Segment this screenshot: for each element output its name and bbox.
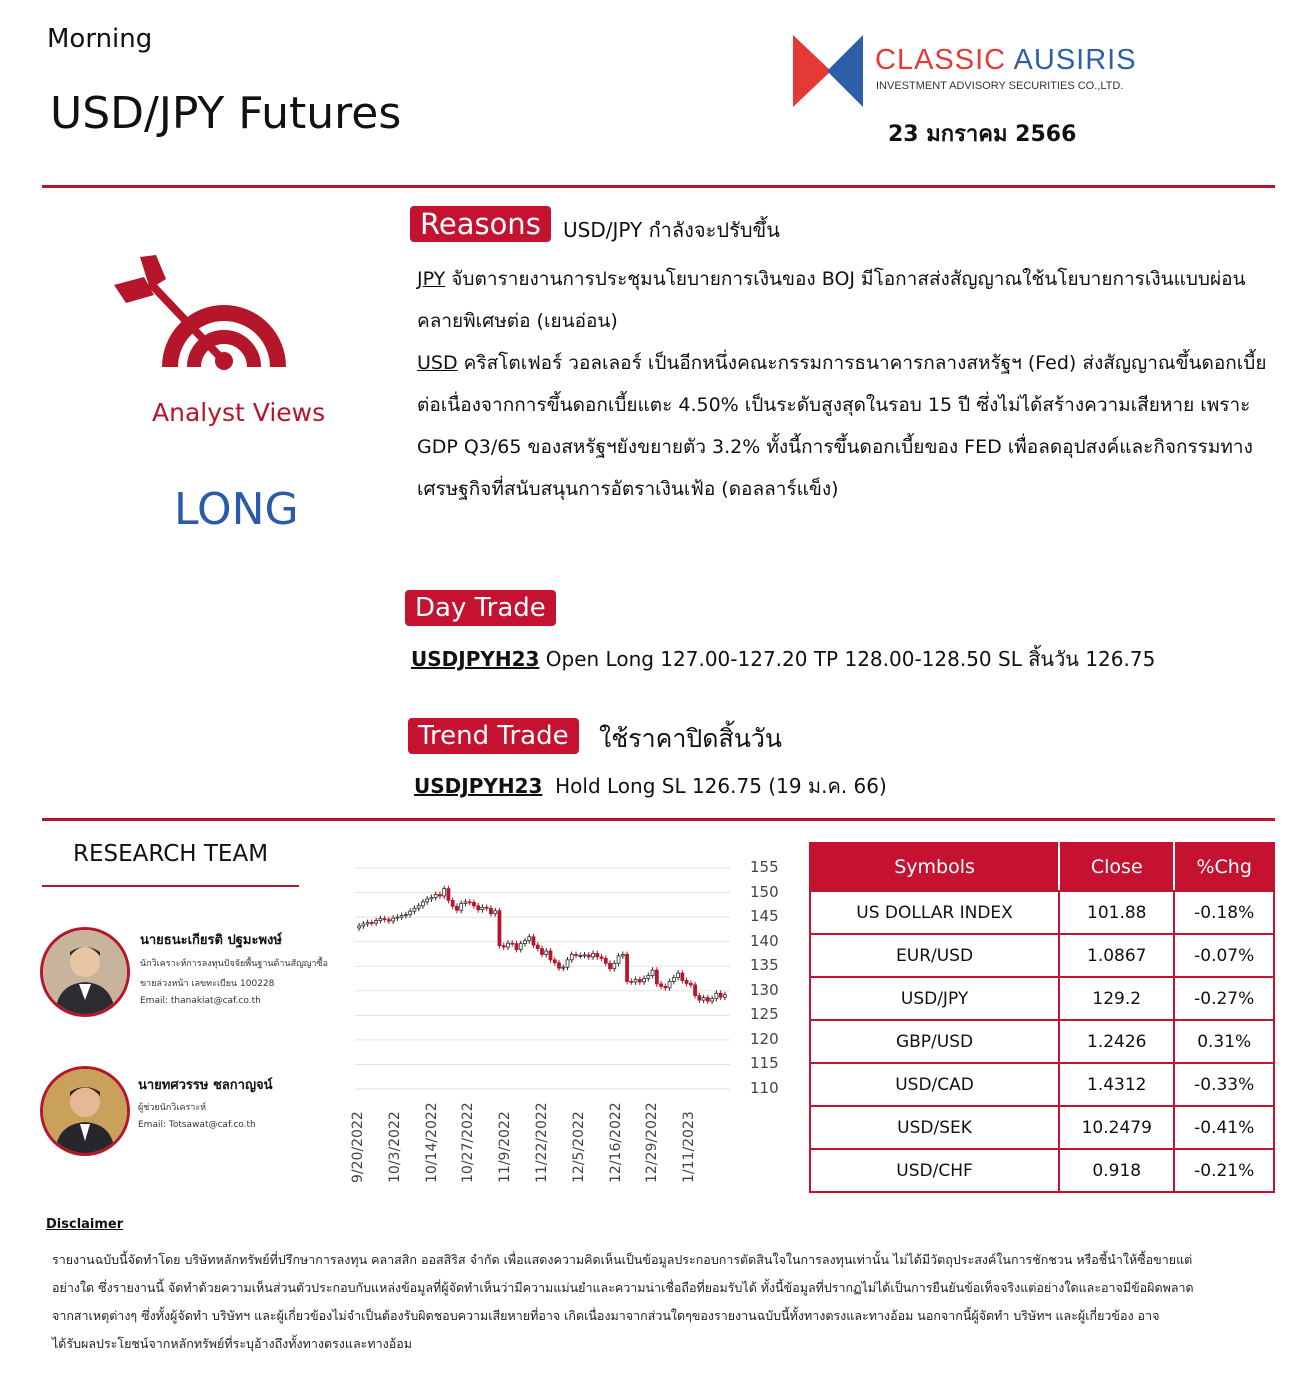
x-tick-label: 9/20/2022 bbox=[350, 1111, 366, 1183]
company-logo bbox=[793, 35, 865, 107]
candle-body bbox=[502, 946, 505, 947]
member2-email: Email: Totsawat@caf.co.th bbox=[138, 1120, 256, 1130]
logo-name bbox=[875, 44, 1137, 77]
member1-role2: ขายล่วงหน้า เลขทะเบียน 100228 bbox=[140, 979, 275, 989]
candle-body bbox=[694, 985, 697, 996]
x-tick-label: 10/27/2022 bbox=[460, 1102, 477, 1183]
candle-body bbox=[698, 996, 701, 1000]
candle-body bbox=[655, 970, 658, 984]
candle-body bbox=[447, 889, 450, 901]
disclaimer-body bbox=[52, 1246, 1272, 1358]
y-tick-label: 125 bbox=[750, 1005, 779, 1024]
trend-trade-tag: Trend Trade bbox=[408, 718, 579, 754]
x-tick-label: 12/29/2022 bbox=[644, 1102, 661, 1183]
candle-body bbox=[660, 984, 663, 986]
candle-body bbox=[562, 967, 565, 968]
candle-body bbox=[498, 911, 501, 946]
candle-body bbox=[685, 980, 688, 983]
symbol-cell: USD/CAD bbox=[810, 1063, 1059, 1106]
trend-trade-text: Hold Long SL 126.75 (19 ม.ค. 66) bbox=[542, 774, 887, 798]
candle-body bbox=[524, 941, 527, 944]
candle-body bbox=[553, 960, 556, 963]
symbol-cell: USD/CHF bbox=[810, 1149, 1059, 1192]
usd-text: คริสโตเฟอร์ วอลเลอร์ เป็นอีกหนึ่งคณะกรรมการธนาคารกลางสหรัฐฯ (Fed) ส่งสัญญาณขึ้นดอกเบี้ยต่อเนื่องจากการขึ้นดอกเบี้ยแตะ 4.50% เป็นระดับสูงสุดในรอบ 15 ปี ซึ่งไม่ได้สร้างความเสียหาย เพราะ GDP Q3/65 ของสหรัฐฯยังขยายตัว 3.2% ทั้งนี้การขึ้นดอกเบี้ยของ FED เพื่อลดอุปสงค์และกิจกรรมทางเศรษฐกิจที่สนับสนุนการอัตราเงินเฟ้อ (ดอลลาร์แข็ง) bbox=[417, 352, 1267, 500]
section-divider bbox=[42, 818, 1275, 821]
symbol-cell: US DOLLAR INDEX bbox=[810, 891, 1059, 934]
candle-body bbox=[613, 963, 616, 968]
header-pct-change: %Chg bbox=[1174, 843, 1274, 891]
change-cell: -0.33% bbox=[1174, 1063, 1274, 1106]
candle-body bbox=[455, 906, 458, 910]
candle-body bbox=[575, 954, 578, 955]
candle-body bbox=[609, 963, 612, 968]
y-tick-label: 145 bbox=[750, 907, 779, 926]
candle-body bbox=[592, 953, 595, 956]
table-row bbox=[810, 1063, 1274, 1106]
jpy-text: จับตารายงานการประชุมนโยบายการเงินของ BOJ มีโอกาสส่งสัญญาณใช้นโยบายการเงินแบบผ่อนคลายพิเศษต่อ (เยนอ่อน) bbox=[417, 268, 1246, 332]
disclaimer-line: ได้รับผลประโยชน์จากหลักทรัพย์ที่ระบุอ้างถึงทั้งทางตรงและทางอ้อม bbox=[52, 1336, 412, 1351]
day-trade-line bbox=[411, 643, 1155, 675]
candle-body bbox=[596, 953, 599, 956]
avatar-thanakiat bbox=[40, 927, 130, 1017]
x-tick-label: 1/11/2023 bbox=[681, 1111, 698, 1183]
candle-body bbox=[532, 937, 535, 945]
member1-name: นายธนะเกียรติ ปฐมะพงษ์ bbox=[140, 933, 282, 948]
candle-body bbox=[421, 902, 424, 906]
close-cell: 10.2479 bbox=[1059, 1106, 1174, 1149]
change-cell: 0.31% bbox=[1174, 1020, 1274, 1063]
morning-label: Morning bbox=[47, 24, 153, 54]
reason-usd bbox=[417, 342, 1282, 510]
close-cell: 1.0867 bbox=[1059, 934, 1174, 977]
candle-body bbox=[626, 954, 629, 981]
analyst-views-label: Analyst Views bbox=[152, 398, 326, 427]
header-symbols: Symbols bbox=[810, 843, 1059, 891]
candle-body bbox=[519, 944, 522, 950]
disclaimer-line: จากสาเหตุต่างๆ ซึ่งทั้งผู้จัดทำ บริษัทฯ และผู้เกี่ยวข้องไม่จำเป็นต้องรับผิดชอบความเสียหายที่อาจ เกิดเนื่องมาจากส่วนใดๆของรายงานฉบับนี้ทั้งทางตรงและทางอ้อม นอกจากนี้ผู้จัดทำ บริษัทฯ และผู้เกี่ยวข้อง อาจ bbox=[52, 1308, 1160, 1323]
member1-email: Email: thanakiat@caf.co.th bbox=[140, 996, 261, 1006]
research-team-title: RESEARCH TEAM bbox=[73, 841, 269, 867]
candle-body bbox=[549, 951, 552, 960]
candle-body bbox=[711, 999, 714, 1001]
change-cell: -0.21% bbox=[1174, 1149, 1274, 1192]
symbol-cell: USD/JPY bbox=[810, 977, 1059, 1020]
y-tick-label: 135 bbox=[750, 956, 779, 975]
y-tick-label: 155 bbox=[750, 858, 779, 876]
symbol-cell: EUR/USD bbox=[810, 934, 1059, 977]
symbol-cell: USD/SEK bbox=[810, 1106, 1059, 1149]
candle-body bbox=[723, 995, 726, 997]
quotes-header-row bbox=[810, 843, 1274, 891]
x-tick-label: 10/3/2022 bbox=[386, 1111, 403, 1183]
candle-body bbox=[464, 902, 467, 903]
candle-body bbox=[566, 960, 569, 967]
candle-body bbox=[587, 955, 590, 957]
y-tick-label: 130 bbox=[750, 980, 779, 999]
candle-body bbox=[409, 911, 412, 914]
usd-label: USD bbox=[417, 352, 458, 374]
person-icon bbox=[43, 930, 127, 1014]
candle-body bbox=[515, 944, 518, 950]
logo-red-shape bbox=[793, 35, 831, 107]
y-tick-label: 140 bbox=[750, 931, 779, 950]
member2-name: นายทศวรรษ ชลกาญจน์ bbox=[138, 1078, 273, 1093]
candle-body bbox=[702, 998, 705, 1000]
candle-body bbox=[413, 908, 416, 911]
candle-body bbox=[600, 957, 603, 958]
table-row bbox=[810, 1106, 1274, 1149]
candle-body bbox=[643, 979, 646, 982]
y-tick-label: 120 bbox=[750, 1029, 779, 1048]
candle-body bbox=[638, 979, 641, 981]
trend-trade-note: ใช้ราคาปิดสิ้นวัน bbox=[599, 724, 782, 753]
reasons-headline: USD/JPY กำลังจะปรับขึ้น bbox=[563, 218, 780, 242]
candle-body bbox=[485, 907, 488, 908]
symbol-cell: GBP/USD bbox=[810, 1020, 1059, 1063]
candle-body bbox=[604, 958, 607, 963]
candle-body bbox=[511, 943, 514, 944]
candle-body bbox=[426, 899, 429, 902]
candle-body bbox=[719, 993, 722, 997]
table-row bbox=[810, 934, 1274, 977]
table-row bbox=[810, 1020, 1274, 1063]
candle-body bbox=[472, 902, 475, 905]
y-tick-label: 110 bbox=[750, 1079, 779, 1097]
disclaimer-line: อย่างใด ซึ่งรายงานนี้ จัดทำด้วยความเห็นส่วนตัวประกอบกับแหล่งข้อมูลที่ผู้จัดทำเห็นว่ามีความแม่นยำและความน่าเชื่อถือที่ยอมรับได้ ทั้งนี้ข้อมูลที่ปรากฏไม่ได้เป็นการยืนยันข้อเท็จจริงแต่อย่างใดและอาจมีข้อผิดพลาด bbox=[52, 1280, 1194, 1295]
candle-body bbox=[621, 954, 624, 955]
candle-body bbox=[396, 917, 399, 918]
candle-body bbox=[541, 949, 544, 955]
x-tick-label: 12/16/2022 bbox=[607, 1102, 624, 1183]
candle-body bbox=[651, 970, 654, 975]
candle-body bbox=[366, 923, 369, 924]
jpy-label: JPY bbox=[417, 268, 446, 290]
candle-body bbox=[451, 900, 454, 906]
candle-body bbox=[362, 924, 365, 926]
candle-body bbox=[630, 981, 633, 982]
candle-body bbox=[689, 983, 692, 984]
avatar-totsawat bbox=[40, 1066, 130, 1156]
report-date: 23 มกราคม 2566 bbox=[888, 122, 1077, 147]
candle-body bbox=[583, 955, 586, 956]
candle-body bbox=[506, 943, 509, 947]
logo-subtitle: INVESTMENT ADVISORY SECURITIES CO.,LTD. bbox=[876, 80, 1124, 92]
candle-body bbox=[489, 908, 492, 913]
candle-body bbox=[443, 889, 446, 896]
x-tick-label: 10/14/2022 bbox=[423, 1102, 440, 1183]
candle-body bbox=[417, 906, 420, 908]
candle-body bbox=[375, 921, 378, 923]
candle-body bbox=[387, 920, 390, 921]
candle-body bbox=[370, 923, 373, 924]
table-row bbox=[810, 977, 1274, 1020]
quotes-table bbox=[809, 842, 1275, 1193]
candle-body bbox=[634, 979, 637, 981]
change-cell: -0.18% bbox=[1174, 891, 1274, 934]
trend-trade-symbol: USDJPYH23 bbox=[414, 774, 543, 798]
candle-body bbox=[617, 956, 620, 963]
close-cell: 101.88 bbox=[1059, 891, 1174, 934]
candle-body bbox=[438, 895, 441, 896]
research-team-underline bbox=[42, 885, 299, 887]
change-cell: -0.07% bbox=[1174, 934, 1274, 977]
table-row bbox=[810, 1149, 1274, 1192]
candle-body bbox=[579, 955, 582, 956]
reasons-tag: Reasons bbox=[410, 206, 551, 242]
member2-role: ผู้ช่วยนักวิเคราะห์ bbox=[138, 1103, 207, 1113]
day-trade-text: Open Long 127.00-127.20 TP 128.00-128.50 SL สิ้นวัน 126.75 bbox=[539, 647, 1156, 671]
candle-body bbox=[668, 981, 671, 987]
candle-body bbox=[664, 986, 667, 987]
reason-jpy bbox=[417, 258, 1277, 342]
candle-body bbox=[647, 976, 650, 979]
member1-role: นักวิเคราะห์การลงทุนปัจจัยพื้นฐานด้านสัญญาซื้อ bbox=[140, 959, 328, 969]
close-cell: 1.4312 bbox=[1059, 1063, 1174, 1106]
header-divider bbox=[42, 185, 1275, 188]
candle-body bbox=[545, 951, 548, 954]
candle-body bbox=[570, 954, 573, 959]
header-close: Close bbox=[1059, 843, 1174, 891]
candle-body bbox=[358, 926, 361, 928]
candle-body bbox=[558, 963, 561, 968]
close-cell: 1.2426 bbox=[1059, 1020, 1174, 1063]
table-row bbox=[810, 891, 1274, 934]
candle-body bbox=[392, 918, 395, 921]
candle-body bbox=[494, 911, 497, 914]
candle-body bbox=[536, 945, 539, 948]
change-cell: -0.27% bbox=[1174, 977, 1274, 1020]
disclaimer-line: รายงานฉบับนี้จัดทำโดย บริษัทหลักทรัพย์ที่ปรึกษาการลงทุน คลาสสิก ออสสิริส จำกัด เพื่อแสดงความคิดเห็นเป็นข้อมูลประกอบการตัดสินใจในการลงทุนเท่านั้น ไม่ได้มีวัตถุประสงค์ในการชักชวน หรือชี้นำให้ซื้อขายแต่ bbox=[52, 1252, 1193, 1267]
candle-body bbox=[468, 902, 471, 903]
candle-body bbox=[677, 973, 680, 977]
x-tick-label: 11/9/2022 bbox=[497, 1111, 514, 1183]
candle-body bbox=[481, 907, 484, 909]
logo-blue-shape bbox=[827, 35, 863, 107]
candle-body bbox=[379, 919, 382, 921]
y-tick-label: 115 bbox=[750, 1054, 779, 1073]
candle-body bbox=[404, 915, 407, 916]
close-cell: 129.2 bbox=[1059, 977, 1174, 1020]
close-cell: 0.918 bbox=[1059, 1149, 1174, 1192]
candle-body bbox=[528, 937, 531, 941]
candle-body bbox=[477, 906, 480, 910]
candle-body bbox=[400, 916, 403, 917]
candle-body bbox=[460, 903, 463, 910]
y-tick-label: 150 bbox=[750, 882, 779, 901]
candle-body bbox=[715, 993, 718, 998]
usdjpy-candlestick-chart bbox=[350, 860, 740, 1100]
change-cell: -0.41% bbox=[1174, 1106, 1274, 1149]
target-dart-icon bbox=[110, 255, 330, 395]
candle-body bbox=[434, 895, 437, 898]
candle-body bbox=[430, 897, 433, 898]
day-trade-tag: Day Trade bbox=[405, 590, 556, 626]
trend-trade-line bbox=[414, 770, 887, 802]
candle-body bbox=[383, 919, 386, 920]
analyst-view-value: LONG bbox=[174, 484, 299, 535]
candle-body bbox=[672, 978, 675, 982]
page-title: USD/JPY Futures bbox=[50, 88, 402, 139]
day-trade-symbol: USDJPYH23 bbox=[411, 647, 540, 671]
disclaimer-title: Disclaimer bbox=[46, 1217, 124, 1232]
person-icon bbox=[43, 1069, 127, 1153]
x-tick-label: 12/5/2022 bbox=[570, 1111, 587, 1183]
candle-body bbox=[706, 998, 709, 1001]
x-tick-label: 11/22/2022 bbox=[534, 1102, 550, 1183]
candle-body bbox=[681, 973, 684, 980]
logo-name-text: CLASSIC AUSIRIS bbox=[875, 44, 1137, 76]
